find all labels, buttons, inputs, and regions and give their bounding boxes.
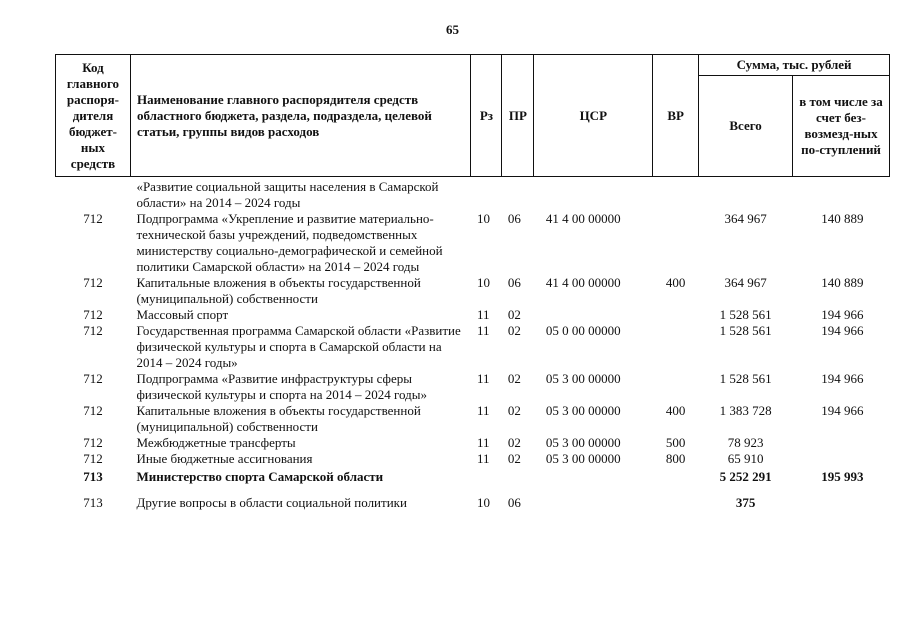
cell-name: «Развитие социальной защиты населения в Самарской области» на 2014 – 2024 годы — [136, 179, 439, 210]
cell-total: 1 528 561 — [719, 371, 772, 386]
cell-name: Межбюджетные трансферты — [136, 435, 296, 450]
cell-name: Министерство спорта Самарской области — [136, 469, 384, 484]
cell-total: 1 383 728 — [719, 403, 772, 418]
table-row — [56, 307, 890, 323]
cell-rz: 11 — [476, 307, 490, 322]
cell-pr: 06 — [507, 275, 521, 290]
cell-total: 1 528 561 — [719, 307, 772, 322]
table-row — [56, 323, 890, 371]
cell-total: 364 967 — [724, 275, 767, 290]
cell-pr — [502, 467, 534, 487]
cell-rz: 10 — [476, 275, 490, 290]
cell-pr: 02 — [507, 451, 521, 466]
page-number: 65 — [446, 22, 459, 37]
cell-code: 712 — [83, 403, 103, 418]
cell-csr: 05 0 00 00000 — [545, 323, 621, 338]
cell-rz: 10 — [476, 495, 490, 510]
header-code: Код главного распоря-дителя бюджет-ных средств — [56, 55, 131, 177]
header-free: в том числе за счет без-возмезд-ных по-ступлений — [793, 76, 890, 177]
table-row — [56, 403, 890, 435]
cell-free — [793, 177, 890, 212]
cell-name: Капитальные вложения в объекты государственной (муниципальной) собственности — [136, 403, 421, 434]
cell-total: 5 252 291 — [719, 469, 772, 484]
cell-name: Подпрограмма «Укрепление и развитие материально-технической базы учреждений, подведомственных министерству социально-демографической и семейной политики Самарской области» на 2014 – 2024 годы — [136, 211, 443, 274]
cell-vr: 400 — [665, 403, 686, 418]
cell-rz: 10 — [476, 211, 490, 226]
cell-code — [56, 177, 131, 212]
table-body — [56, 177, 890, 512]
cell-vr — [653, 323, 699, 371]
cell-total — [699, 177, 793, 212]
table-row — [56, 435, 890, 451]
header-sum: Сумма, тыс. рублей — [699, 55, 890, 76]
cell-vr — [653, 487, 699, 511]
cell-free — [793, 487, 890, 511]
cell-free — [793, 435, 890, 451]
cell-free: 194 966 — [821, 371, 864, 386]
cell-pr: 02 — [507, 403, 521, 418]
cell-vr — [653, 371, 699, 403]
cell-code: 713 — [83, 495, 103, 510]
header-csr: ЦСР — [534, 55, 653, 177]
cell-vr — [653, 177, 699, 212]
table-row — [56, 211, 890, 275]
cell-csr: 05 3 00 00000 — [545, 403, 621, 418]
cell-name: Иные бюджетные ассигнования — [136, 451, 313, 466]
cell-name: Государственная программа Самарской области «Развитие физической культуры и спорта в Самарской области на 2014 – 2024 годы» — [136, 323, 461, 370]
cell-rz: 11 — [476, 371, 490, 386]
header-total: Всего — [699, 76, 793, 177]
cell-pr: 06 — [507, 211, 521, 226]
cell-pr: 06 — [507, 495, 521, 510]
cell-free: 195 993 — [821, 469, 864, 484]
cell-rz: 11 — [476, 451, 490, 466]
cell-total: 65 910 — [727, 451, 764, 466]
cell-code: 712 — [83, 435, 103, 450]
cell-csr: 41 4 00 00000 — [545, 275, 621, 290]
table-header — [56, 55, 890, 177]
cell-name: Массовый спорт — [136, 307, 229, 322]
cell-pr: 02 — [507, 435, 521, 450]
cell-vr: 800 — [665, 451, 686, 466]
cell-name: Подпрограмма «Развитие инфраструктуры сферы физической культуры и спорта на 2014 – 2024 годы» — [136, 371, 427, 402]
cell-code: 712 — [83, 211, 103, 226]
header-rz: Рз — [471, 55, 502, 177]
cell-rz: 11 — [476, 403, 490, 418]
cell-csr: 05 3 00 00000 — [545, 371, 621, 386]
cell-code: 712 — [83, 307, 103, 322]
cell-rz: 11 — [476, 435, 490, 450]
cell-vr — [653, 467, 699, 487]
cell-free: 140 889 — [821, 275, 864, 290]
table-row — [56, 275, 890, 307]
cell-csr: 05 3 00 00000 — [545, 435, 621, 450]
cell-free: 194 966 — [821, 323, 864, 338]
cell-csr — [534, 307, 653, 323]
cell-rz — [471, 177, 502, 212]
cell-csr: 05 3 00 00000 — [545, 451, 621, 466]
cell-code: 712 — [83, 275, 103, 290]
cell-total: 1 528 561 — [719, 323, 772, 338]
cell-vr — [653, 211, 699, 275]
cell-name: Другие вопросы в области социальной политики — [136, 495, 407, 510]
cell-csr — [534, 487, 653, 511]
table-row — [56, 177, 890, 212]
header-name: Наименование главного распорядителя средств областного бюджета, раздела, подраздела, целевой статьи, группы видов расходов — [130, 55, 470, 177]
cell-free: 140 889 — [821, 211, 864, 226]
header-pr: ПР — [502, 55, 534, 177]
cell-total: 364 967 — [724, 211, 767, 226]
cell-csr: 41 4 00 00000 — [545, 211, 621, 226]
table-row — [56, 451, 890, 467]
cell-code: 712 — [83, 371, 103, 386]
header-vr: ВР — [653, 55, 699, 177]
cell-csr — [534, 177, 653, 212]
cell-rz: 11 — [476, 323, 490, 338]
cell-total: 375 — [735, 495, 756, 510]
table-row — [56, 467, 890, 487]
cell-code: 712 — [83, 451, 103, 466]
budget-table — [55, 54, 890, 511]
cell-pr: 02 — [507, 323, 521, 338]
cell-name: Капитальные вложения в объекты государственной (муниципальной) собственности — [136, 275, 421, 306]
table-row — [56, 487, 890, 511]
cell-code: 712 — [83, 323, 103, 338]
table-row — [56, 371, 890, 403]
cell-csr — [534, 467, 653, 487]
cell-pr: 02 — [507, 371, 521, 386]
cell-free: 194 966 — [821, 403, 864, 418]
cell-vr — [653, 307, 699, 323]
cell-rz — [471, 467, 502, 487]
cell-total: 78 923 — [727, 435, 764, 450]
cell-vr: 400 — [665, 275, 686, 290]
cell-code: 713 — [83, 469, 103, 484]
cell-vr: 500 — [665, 435, 686, 450]
cell-pr: 02 — [507, 307, 521, 322]
cell-free: 194 966 — [821, 307, 864, 322]
cell-free — [793, 451, 890, 467]
cell-pr — [502, 177, 534, 212]
